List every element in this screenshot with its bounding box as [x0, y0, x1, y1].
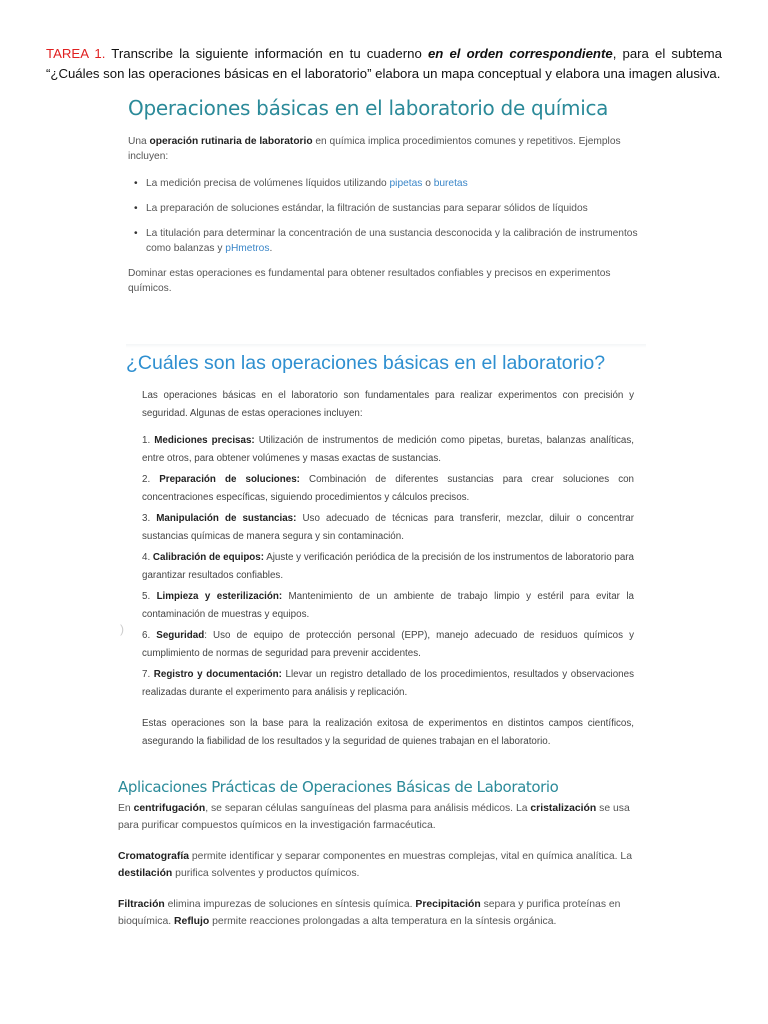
- operation-item: [142, 627, 634, 662]
- section1-closing: Dominar estas operaciones es fundamental para obtener resultados confiables y precisos en experimentos químicos.: [128, 268, 611, 294]
- phmetros-link[interactable]: pHmetros: [225, 243, 270, 254]
- task-text-a: Transcribe la siguiente información en tu cuaderno: [105, 46, 428, 61]
- term-destilacion: destilación: [118, 868, 173, 879]
- term-centrifugacion: centrifugación: [133, 803, 206, 814]
- task-label: TAREA 1.: [46, 46, 106, 61]
- intro-pre: Una: [128, 136, 150, 147]
- section2-title: ¿Cuáles son las operaciones básicas en el laboratorio?: [126, 352, 606, 374]
- section3-title: Aplicaciones Prácticas de Operaciones Básicas de Laboratorio: [118, 778, 559, 796]
- p1-pre: En: [118, 803, 134, 814]
- section1-intro: [128, 134, 648, 164]
- bullet3-text: La titulación para determinar la concentración de una sustancia desconocida y la calibración de instrumentos como balanzas y: [146, 228, 638, 254]
- p3-post: permite reacciones prolongadas a alta temperatura en la síntesis orgánica.: [209, 916, 557, 927]
- operation-item: [142, 432, 634, 467]
- operation-description: Utilización de instrumentos de medición como pipetas, buretas, balanzas analíticas, entre otros, para obtener volúmenes y masas exactas de sustancias.: [142, 435, 634, 464]
- section2-top-bar: [126, 344, 646, 348]
- task-instructions: [46, 44, 722, 84]
- term-cromatografia: Cromatografía: [118, 851, 190, 862]
- bullet1-text: La medición precisa de volúmenes líquidos utilizando: [146, 178, 390, 189]
- pipetas-link[interactable]: pipetas: [389, 178, 423, 189]
- section2-closing: Estas operaciones son la base para la realización exitosa de experimentos en distintos campos científicos, asegurando la fiabilidad de los resultados y la seguridad de quienes trabajan en el laboratorio.: [142, 718, 634, 747]
- operation-description: Llevar un registro detallado de los procedimientos, resultados y observaciones realizadas durante el experimento para análisis y replicación.: [142, 669, 634, 698]
- operation-number: 4.: [142, 552, 153, 563]
- buretas-link[interactable]: buretas: [433, 178, 468, 189]
- term-cristalizacion: cristalización: [530, 803, 597, 814]
- operation-description: : Uso de equipo de protección personal (EPP), manejo adecuado de residuos químicos y cumplimiento de normas de seguridad para prevenir accidentes.: [142, 630, 634, 659]
- operation-number: 3.: [142, 513, 157, 524]
- operation-term: Seguridad: [156, 630, 205, 641]
- section1-bullet-list: [128, 176, 648, 256]
- operations-list: [142, 432, 634, 701]
- operation-term: Limpieza y esterilización:: [156, 591, 283, 602]
- margin-parenthesis-mark: ): [120, 622, 124, 636]
- operation-number: 1.: [142, 435, 155, 446]
- operation-item: [142, 471, 634, 506]
- applications-paragraph-2: [118, 848, 638, 882]
- operation-number: 2.: [142, 474, 160, 485]
- section-what-are-operations: [126, 344, 646, 750]
- task-emphasis: en el orden correspondiente: [427, 46, 613, 61]
- intro-bold: operación rutinaria de laboratorio: [149, 136, 313, 147]
- term-reflujo: Reflujo: [174, 916, 210, 927]
- operation-description: Uso adecuado de técnicas para transferir, mezclar, diluir o concentrar sustancias químicas de manera segura y sin contaminación.: [142, 513, 634, 542]
- p2-post: purifica solventes y productos químicos.: [172, 868, 360, 879]
- operation-term: Mediciones precisas:: [154, 435, 255, 446]
- bullet-item: [128, 176, 648, 191]
- operation-item: [142, 666, 634, 701]
- operation-term: Registro y documentación:: [153, 669, 282, 680]
- p2-mid: permite identificar y separar componentes en muestras complejas, vital en química analítica. La: [189, 851, 632, 862]
- intro-post: en química implica procedimientos comunes y repetitivos. Ejemplos incluyen:: [128, 136, 621, 162]
- p3-mid1: elimina impurezas de soluciones en síntesis química.: [164, 899, 416, 910]
- bullet1-mid: o: [422, 178, 434, 189]
- p1-post: se usa para purificar compuestos químicos en la investigación farmacéutica.: [118, 803, 630, 831]
- operation-term: Calibración de equipos:: [152, 552, 265, 563]
- p3-mid2: separa y purifica proteínas en bioquímica.: [118, 899, 621, 927]
- operation-term: Preparación de soluciones:: [159, 474, 300, 485]
- bullet3-post: .: [269, 243, 273, 254]
- section2-intro: Las operaciones básicas en el laboratorio son fundamentales para realizar experimentos con precisión y seguridad. Algunas de estas operaciones incluyen:: [142, 390, 634, 419]
- operation-item: [142, 549, 634, 584]
- section-basic-operations: [128, 96, 648, 296]
- bullet2-text: La preparación de soluciones estándar, la filtración de sustancias para separar sólidos de líquidos: [146, 203, 588, 214]
- operation-item: [142, 510, 634, 545]
- bullet-item: [128, 226, 648, 256]
- section-practical-applications: [118, 778, 638, 930]
- operation-number: 5.: [142, 591, 157, 602]
- applications-paragraph-3: [118, 896, 638, 930]
- p1-mid: , se separan células sanguíneas del plasma para análisis médicos. La: [205, 803, 531, 814]
- operation-description: Combinación de diferentes sustancias para crear soluciones con concentraciones específicas, siguiendo procedimientos y cálculos precisos.: [142, 474, 634, 503]
- applications-paragraph-1: [118, 800, 638, 834]
- operation-term: Manipulación de sustancias:: [156, 513, 297, 524]
- section2-body: [142, 387, 634, 750]
- operation-description: Mantenimiento de un ambiente de trabajo limpio y estéril para evitar la contaminación de muestras y equipos.: [142, 591, 634, 620]
- bullet-item: [128, 201, 648, 216]
- task-text-b: , para el subtema “¿Cuáles son las operaciones básicas en el laboratorio” elabora un mapa conceptual y elabora una imagen alusiva.: [46, 46, 722, 81]
- operation-number: 7.: [142, 669, 154, 680]
- operation-number: 6.: [142, 630, 157, 641]
- operation-description: Ajuste y verificación periódica de la precisión de los instrumentos de laboratorio para garantizar resultados confiables.: [142, 552, 634, 581]
- term-filtracion: Filtración: [118, 899, 165, 910]
- operation-item: [142, 588, 634, 623]
- section1-title: Operaciones básicas en el laboratorio de química: [128, 96, 609, 120]
- term-precipitacion: Precipitación: [415, 899, 481, 910]
